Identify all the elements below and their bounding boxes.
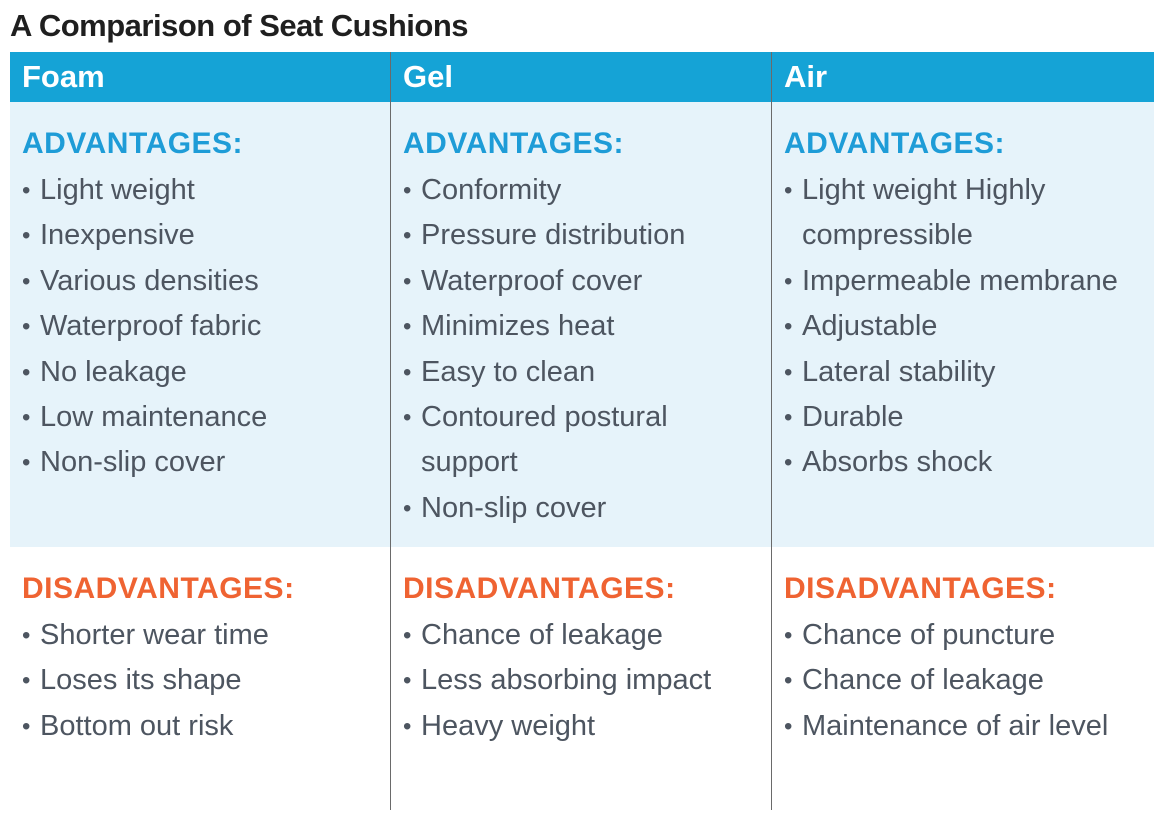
column-header-foam: Foam [10,52,391,102]
comparison-table [10,52,1154,810]
disadvantages-list [22,613,384,749]
list-item: • Contoured postural support [403,395,761,486]
list-item: • Easy to clean [403,350,765,395]
list-item: • Shorter wear time [22,613,384,658]
list-item: • Less absorbing impact [403,658,765,703]
list-item: • Inexpensive [22,213,384,258]
list-item: • Chance of leakage [403,613,765,658]
list-item: • Loses its shape [22,658,384,703]
foam-disadvantages [10,547,391,810]
disadvantages-label: DISADVANTAGES: [784,572,1057,605]
list-item: • No leakage [22,350,384,395]
list-item: • Lateral stability [784,350,1148,395]
list-item: • Durable [784,395,1148,440]
list-item: • Non-slip cover [403,486,765,531]
column-header-air: Air [772,52,1154,102]
advantages-label: ADVANTAGES: [403,127,625,160]
advantages-list [403,168,765,531]
list-item: • Maintenance of air level [784,704,1142,749]
disadvantages-label: DISADVANTAGES: [403,572,676,605]
list-item: • Heavy weight [403,704,765,749]
list-item: • Pressure distribution [403,213,765,258]
list-item: • Low maintenance [22,395,384,440]
advantages-label: ADVANTAGES: [784,127,1006,160]
gel-advantages [391,102,772,547]
gel-disadvantages [391,547,772,810]
foam-advantages [10,102,391,547]
disadvantages-label: DISADVANTAGES: [22,572,295,605]
list-item: • Light weight [22,168,384,213]
page-title: A Comparison of Seat Cushions [10,8,469,43]
air-disadvantages [772,547,1154,810]
list-item: • Minimizes heat [403,304,765,349]
list-item: • Conformity [403,168,765,213]
advantages-list [784,168,1148,486]
list-item: • Light weight Highly compressible [784,168,1142,259]
disadvantages-list [403,613,765,749]
advantages-label: ADVANTAGES: [22,127,244,160]
list-item: • Adjustable [784,304,1148,349]
list-item: • Chance of leakage [784,658,1148,703]
list-item: • Impermeable membrane [784,259,1142,304]
list-item: • Waterproof fabric [22,304,384,349]
advantages-list [22,168,384,486]
list-item: • Chance of puncture [784,613,1148,658]
list-item: • Waterproof cover [403,259,765,304]
air-advantages [772,102,1154,547]
column-header-gel: Gel [391,52,772,102]
list-item: • Absorbs shock [784,440,1148,485]
list-item: • Various densities [22,259,384,304]
list-item: • Non-slip cover [22,440,384,485]
disadvantages-list [784,613,1148,749]
list-item: • Bottom out risk [22,704,384,749]
